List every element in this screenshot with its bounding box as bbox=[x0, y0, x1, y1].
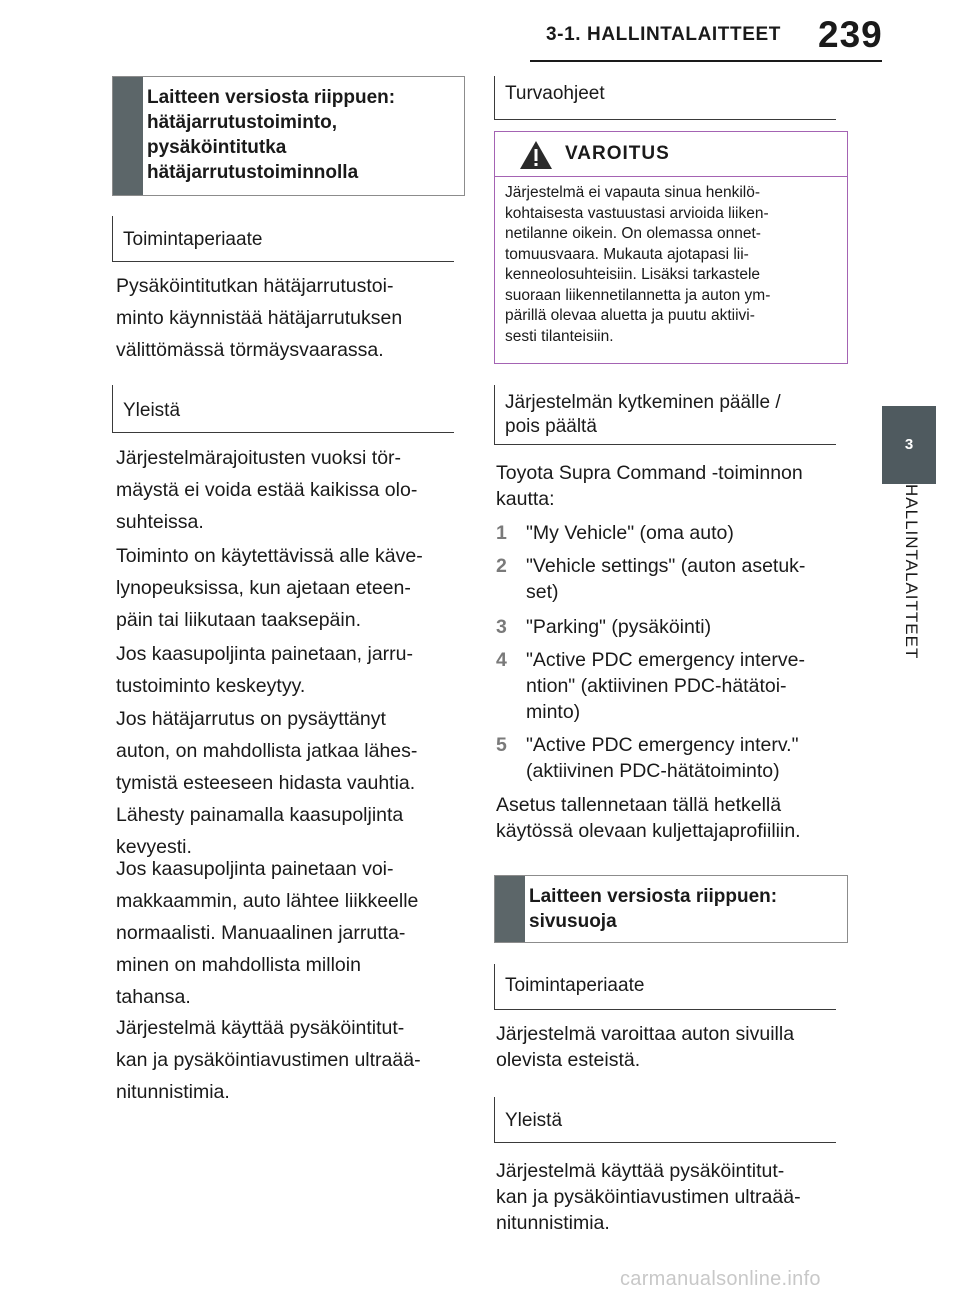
paragraph-accelerator: Jos kaasupoljinta painetaan, jarru- tustoiminto keskeytyy. bbox=[116, 643, 414, 697]
section-title: 3-1. HALLINTALAITTEET bbox=[546, 24, 781, 45]
paragraph-command-intro: Toyota Supra Command -toiminnon kautta: bbox=[496, 462, 803, 510]
heading-principle-side: Toimintaperiaate bbox=[494, 964, 836, 1010]
heading-general: Yleistä bbox=[112, 385, 454, 433]
list-text: "Vehicle settings" (auton asetuk- set) bbox=[526, 555, 806, 603]
warning-header bbox=[495, 132, 847, 177]
list-number: 5 bbox=[496, 734, 507, 756]
feature-box-emergency-braking bbox=[112, 76, 465, 196]
feature-box-bar bbox=[113, 77, 143, 195]
paragraph-stopped: Jos hätäjarrutus on pysäyttänyt auton, on mahdollista jatkaa lähes- tymistä esteeseen hidasta vauhtia. Lähesty painamalla kaasupoljinta kevyesti. bbox=[116, 708, 418, 858]
paragraph-sensors: Järjestelmä käyttää pysäköintitut- kan ja pysäköintiavustimen ultraää- nitunnistimia. bbox=[116, 1017, 421, 1103]
paragraph-limits: Järjestelmärajoitusten vuoksi tör- mäystä ei voida estää kaikissa olo- suhteissa. bbox=[116, 447, 418, 533]
heading-general-side: Yleistä bbox=[494, 1097, 836, 1143]
heading-safety: Turvaohjeet bbox=[494, 76, 836, 120]
feature-box-title: Laitteen versiosta riippuen: hätäjarrutustoiminto, pysäköintitutka hätäjarrutustoiminnolla bbox=[147, 87, 396, 183]
list-number: 2 bbox=[496, 555, 507, 577]
paragraph-side-sensors: Järjestelmä käyttää pysäköintitut- kan ja pysäköintiavustimen ultraää- nitunnistimia. bbox=[496, 1160, 801, 1234]
paragraph-manual-braking: Jos kaasupoljinta painetaan voi- makkaammin, auto lähtee liikkeelle normaalisti. Manuaalinen jarrutta- minen on mahdollista milloin tahansa. bbox=[116, 858, 419, 1008]
paragraph-side-warning: Järjestelmä varoittaa auton sivuilla olevista esteistä. bbox=[496, 1023, 795, 1071]
list-number: 1 bbox=[496, 522, 507, 544]
chapter-tab-strip bbox=[882, 484, 936, 784]
list-text: "My Vehicle" (oma auto) bbox=[526, 522, 734, 544]
heading-on-off: Järjestelmän kytkeminen päälle / pois päältä bbox=[494, 385, 836, 445]
watermark: carmanualsonline.info bbox=[620, 1268, 821, 1290]
feature-box-title: Laitteen versiosta riippuen: sivusuoja bbox=[529, 886, 778, 932]
list-number: 3 bbox=[496, 616, 507, 638]
chapter-tab: 3 bbox=[882, 406, 936, 484]
warning-title: VAROITUS bbox=[565, 143, 670, 164]
feature-box-side-protection bbox=[494, 875, 848, 943]
page-number: 239 bbox=[818, 14, 883, 55]
chapter-title: HALLINTALAITTEET bbox=[902, 484, 921, 660]
list-text: "Active PDC emergency interv." (aktiivinen PDC-hätätoiminto) bbox=[526, 734, 799, 782]
list-number: 4 bbox=[496, 649, 507, 671]
warning-triangle-icon bbox=[519, 140, 553, 170]
heading-principle: Toimintaperiaate bbox=[112, 216, 454, 262]
list-text: "Active PDC emergency interve- ntion" (aktiivinen PDC-hätätoi- minto) bbox=[526, 649, 805, 723]
header-rule bbox=[530, 60, 882, 62]
warning-box bbox=[494, 131, 848, 364]
warning-text: Järjestelmä ei vapauta sinua henkilö- kohtaisesta vastuustasi arvioida liiken- netilanne oikein. On olemassa onnet- tomuusvaara. Mukauta ajotapasi lii- kenneolosuhteisiin. Lisäksi tarkastele suoraan liikennetilannetta ja auton ym- pärillä olevaa aluetta ja puutu aktiivi- sesti tilanteisiin. bbox=[505, 184, 771, 345]
paragraph-speed: Toiminto on käytettävissä alle käve- lynopeuksissa, kun ajetaan eteen- päin tai liikutaan taaksepäin. bbox=[116, 545, 423, 631]
paragraph-principle: Pysäköintitutkan hätäjarrutustoi- minto käynnistää hätäjarrutuksen välittömässä törmäysvaarassa. bbox=[116, 275, 403, 361]
feature-box-bar bbox=[495, 876, 525, 942]
paragraph-profile: Asetus tallennetaan tällä hetkellä käytössä olevaan kuljettajaprofiiliin. bbox=[496, 794, 801, 842]
list-text: "Parking" (pysäköinti) bbox=[526, 616, 712, 638]
